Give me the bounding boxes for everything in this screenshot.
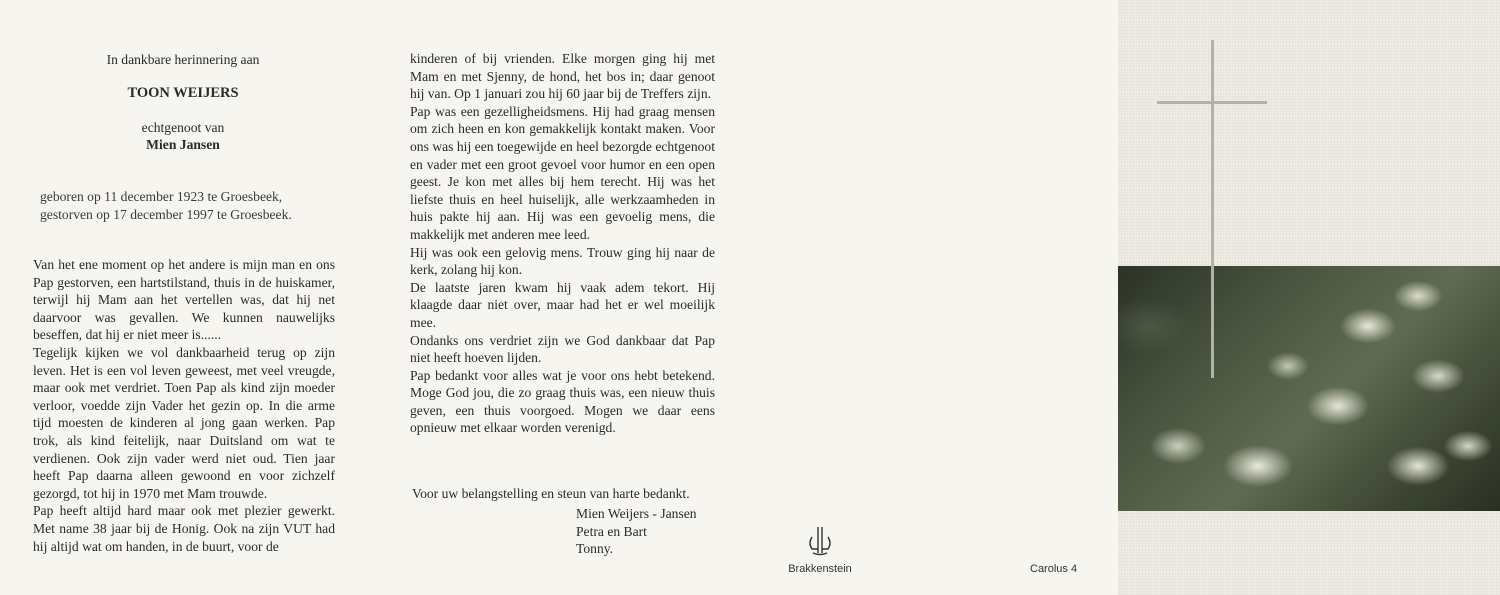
story-paragraph: Pap was een gezelligheidsmens. Hij had graag mensen om zich heen en kon gemakkelijk kontakt maken. Voor ons was hij een toegewijde en heel bezorgde echtgenoot en vader met een groot gevoel voor humor en een open geest. Je kon met alles bij hem terecht. Hij was het liefste thuis en heel huiselijk, alle werkzaamheden in huis pakte hij aan. Hij was een gevoelig mens, die makkelijk met anderen mee leed. (410, 103, 715, 242)
flower-photo (1118, 266, 1500, 511)
birth-date: geboren op 11 december 1923 te Groesbeek, (40, 189, 283, 204)
signer: Petra en Bart (576, 523, 647, 539)
thanks-line: Voor uw belangstelling en steun van harte bedankt. (412, 486, 690, 501)
story-paragraph: De laatste jaren kwam hij vaak adem tekort. Hij klaagde daar niet over, maar had het er wel moeilijk mee. (410, 279, 715, 330)
brakkenstein-logo-icon (805, 525, 835, 557)
spouse-name: Mien Jansen (146, 137, 220, 152)
story-paragraph: Ondanks ons verdriet zijn we God dankbaar dat Pap niet heeft hoeven lijden. (410, 332, 715, 366)
card-code: Carolus 4 (1030, 563, 1078, 575)
deceased-name: TOON WEIJERS (127, 85, 239, 101)
publisher-name: Brakkenstein (788, 563, 852, 575)
story-paragraph: Pap heeft altijd hard maar ook met plezier gewerkt. Met name 38 jaar bij de Honig. Ook na zijn VUT had hij altijd wat om handen, in de buurt, voor de (33, 503, 335, 554)
life-dates (40, 188, 292, 223)
story-paragraph: Pap bedankt voor alles wat je voor ons hebt betekend. Moge God jou, die zo graag thuis was, een nieuw thuis geven, een thuis voorgoed. Mogen we daar eens opnieuw met elkaar worden verenigd. (410, 367, 715, 436)
story-paragraph: Hij was ook een gelovig mens. Trouw ging hij naar de kerk, zolang hij kon. (410, 244, 715, 278)
publisher-logo (770, 525, 870, 575)
story-paragraph: Tegelijk kijken we vol dankbaarheid terug op zijn leven. Het is een vol leven geweest, met veel vreugde, maar ook met verdriet. Toen Pap als kind zijn moeder verloor, voedde zijn Vader het gezin op. In die arme tijd moesten de kinderen al jong gaan werken. Pap trok, als kind feitelijk, naar Duitsland om wat te verdienen. Ook zijn vader werd niet oud. Tien jaar heeft Pap daarna alleen gewoond en voor zichzelf gezorgd, tot hij in 1970 met Mam trouwde. (33, 344, 335, 501)
cross-icon-bar (1157, 101, 1267, 104)
cross-icon (1211, 40, 1214, 378)
signer: Mien Weijers - Jansen (576, 506, 697, 521)
story-paragraph: kinderen of bij vrienden. Elke morgen ging hij met Mam en met Sjenny, de hond, het bos in; daar genoot hij van. Op 1 januari zou hij 60 jaar bij de Treffers zijn. (410, 51, 715, 102)
signers (576, 505, 697, 558)
story-paragraph: Van het ene moment op het andere is mijn man en ons Pap gestorven, een hartstilstand, thuis in de huiskamer, terwijl hij Mam aan het vertellen was, dat hij net daarvoor was gevallen. We kunnen nauwelijks beseffen, dat hij er niet meer is...... (33, 257, 335, 343)
intro-line: In dankbare herinnering aan (106, 52, 260, 67)
spouse-label: echtgenoot van (141, 120, 225, 135)
story-right-column (410, 50, 715, 437)
signer: Tonny. (576, 541, 614, 557)
story-left-column (33, 256, 335, 555)
death-date: gestorven op 17 december 1997 te Groesbeek. (40, 206, 292, 222)
